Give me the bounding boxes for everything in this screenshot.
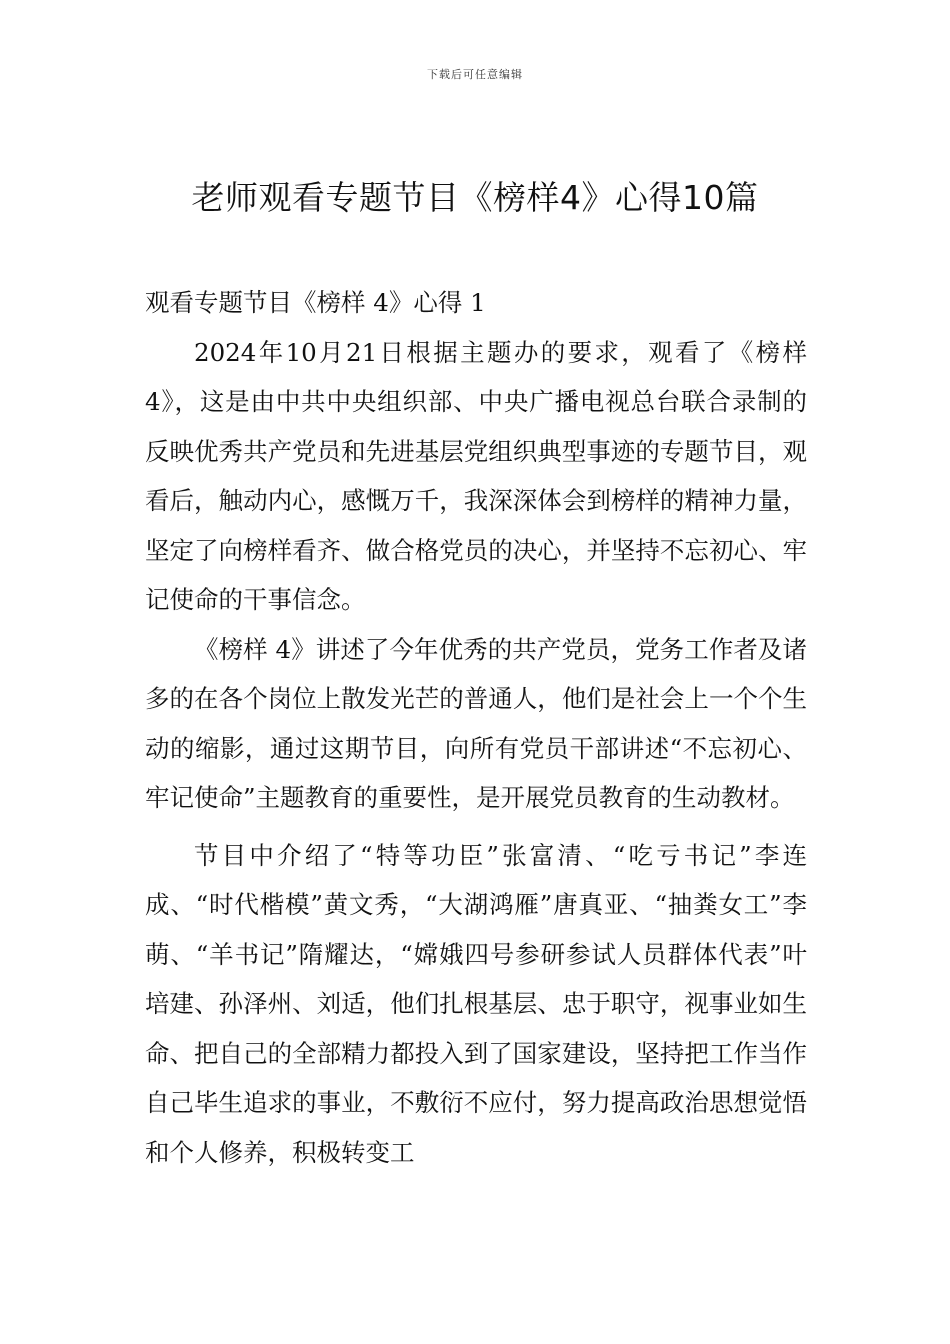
- page-title: 老师观看专题节目《榜样4》心得10篇: [191, 178, 759, 217]
- header-note: 下载后可任意编辑: [427, 68, 523, 81]
- paragraph-2: 《榜样 4》讲述了今年优秀的共产党员，党务工作者及诸多的在各个岗位上散发光芒的普通人，他们是社会上一个个生动的缩影，通过这期节目，向所有党员干部讲述“不忘初心、牢记使命”主题教育的重要性，是开展党员教育的生动教材。: [145, 634, 807, 812]
- document-body: [145, 278, 807, 1177]
- paragraph-1: 2024年10月21日根据主题办的要求，观看了《榜样4》，这是由中共中央组织部、中央广播电视总台联合录制的反映优秀共产党员和先进基层党组织典型事迹的专题节目，观看后，触动内心，感慨万千，我深深体会到榜样的精神力量，坚定了向榜样看齐、做合格党员的决心，并坚持不忘初心、牢记使命的干事信念。: [145, 337, 807, 614]
- paragraph-3: 节目中介绍了“特等功臣”张富清、“吃亏书记”李连成、“时代楷模”黄文秀，“大湖鸿雁”唐真亚、“抽粪女工”李萌、“羊书记”隋耀达，“嫦娥四号参研参试人员群体代表”叶培建、孙泽州、刘适，他们扎根基层、忠于职守，视事业如生命、把自己的全部精力都投入到了国家建设，坚持把工作当作自己毕生追求的事业，不敷衍不应付，努力提高政治思想觉悟和个人修养，积极转变工: [145, 840, 807, 1167]
- section-heading: 观看专题节目《榜样 4》心得 1: [145, 288, 486, 317]
